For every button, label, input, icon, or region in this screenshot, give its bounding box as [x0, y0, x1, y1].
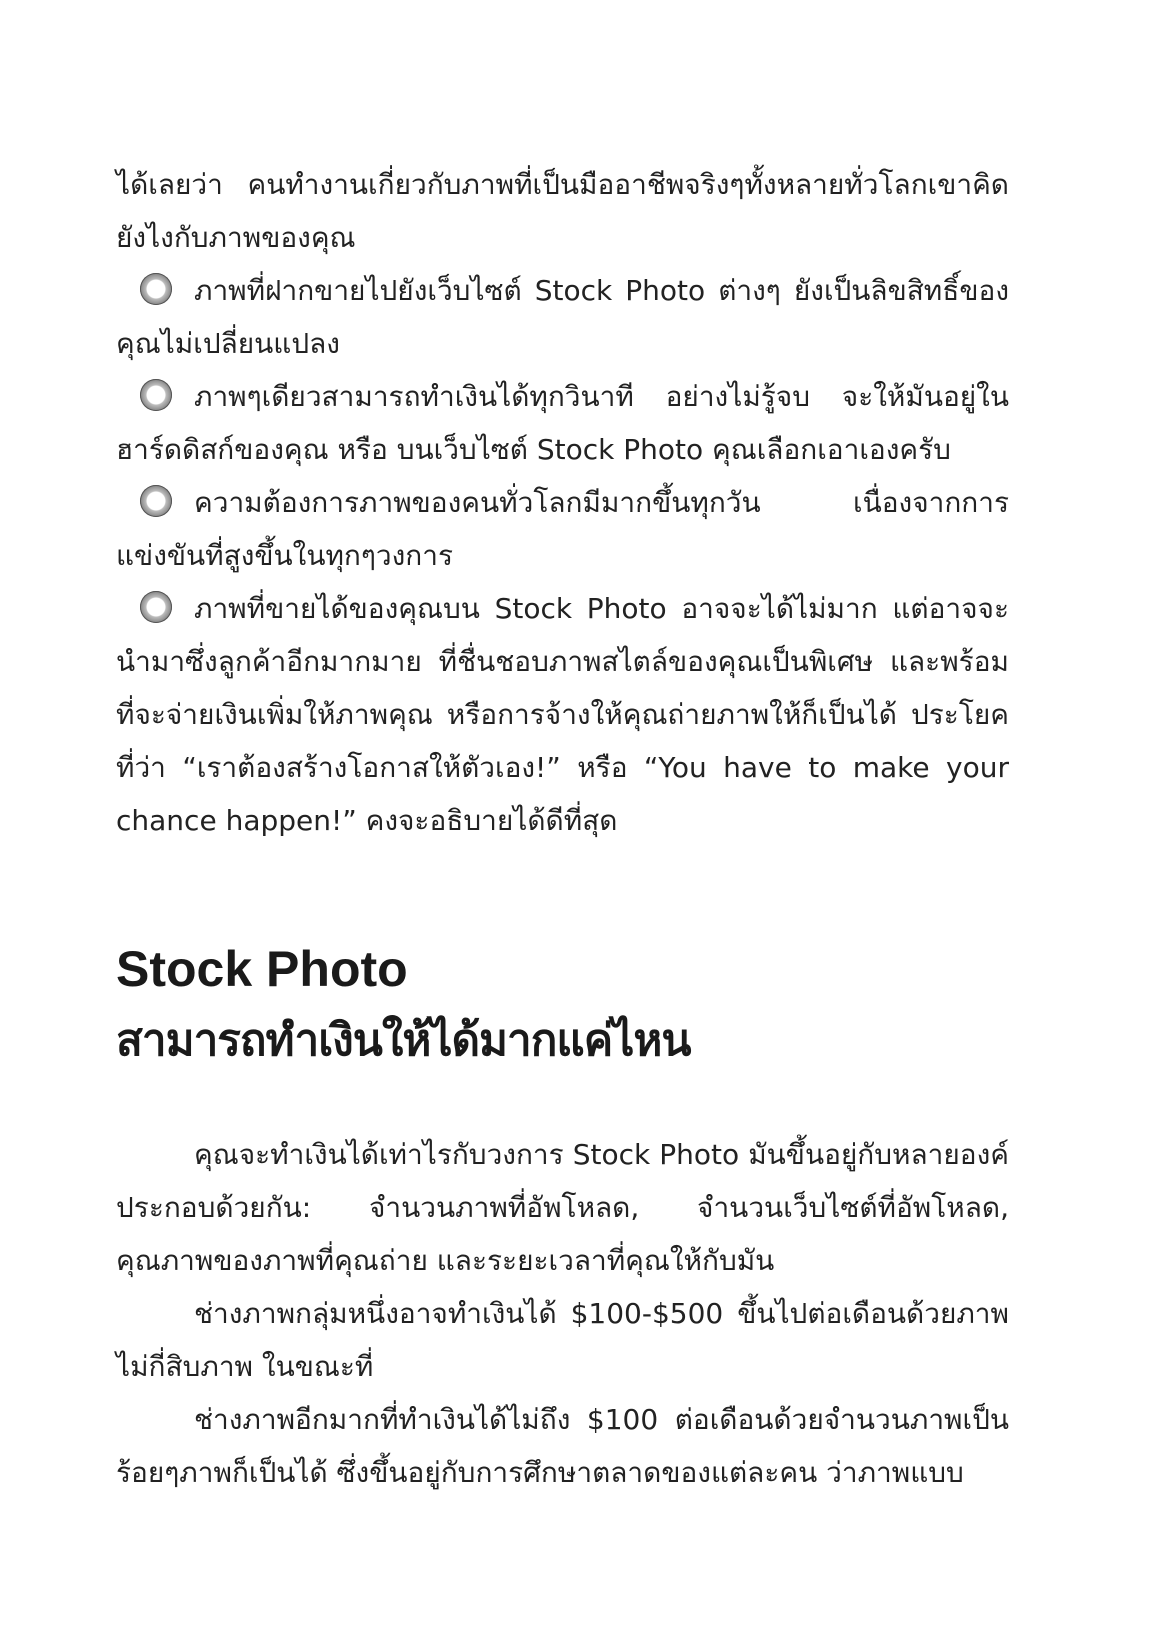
- bullet-text: ความต้องการภาพของคนทั่วโลกมีมากขึ้นทุกวัน เนื่องจากการแข่งขันที่สูงขึ้นในทุกๆวงการ: [116, 486, 1009, 572]
- round-bullet-icon: [140, 379, 172, 411]
- bullet-text: ภาพที่ขายได้ของคุณบน Stock Photo อาจจะได้ไม่มาก แต่อาจจะนำมาซึ่งลูกค้าอีกมากมาย ที่ชื่นชอบภาพสไตล์ของคุณเป็นพิเศษ และพร้อมที่จะจ่ายเงินเพิ่มให้ภาพคุณ หรือการจ้างให้คุณถ่ายภาพให้ก็เป็นได้ ประโยคที่ว่า “เราต้องสร้างโอกาสให้ตัวเอง!” หรือ “You have to make your chance happen!” คงจะอธิบายได้ดีที่สุด: [116, 592, 1009, 837]
- bullet-item: [116, 582, 1009, 847]
- heading-title-thai: สามารถทำเงินให้ได้มากแค่ไหน: [116, 1015, 691, 1066]
- bullet-item: [116, 370, 1009, 476]
- intro-section: [116, 158, 1009, 847]
- section-heading: [116, 938, 1009, 1078]
- bullet-item: [116, 476, 1009, 582]
- intro-lead-paragraph: ได้เลยว่า คนทำงานเกี่ยวกับภาพที่เป็นมืออาชีพจริงๆทั้งหลายทั่วโลกเขาคิดยังไงกับภาพของคุณ: [116, 168, 1009, 254]
- bullet-text: ภาพๆเดียวสามารถทำเงินได้ทุกวินาที อย่างไม่รู้จบ จะให้มันอยู่ในฮาร์ดดิสก์ของคุณ หรือ บนเว็บไซต์ Stock Photo คุณเลือกเอาเองครับ: [116, 380, 1009, 466]
- round-bullet-icon: [140, 485, 172, 517]
- body-paragraph: ช่างภาพกลุ่มหนึ่งอาจทำเงินได้ $100-$500 ขึ้นไปต่อเดือนด้วยภาพไม่กี่สิบภาพ ในขณะที่: [116, 1297, 1009, 1383]
- body-section: [116, 1128, 1009, 1499]
- body-paragraph: คุณจะทำเงินได้เท่าไรกับวงการ Stock Photo มันขึ้นอยู่กับหลายองค์ประกอบด้วยกัน: จำนวนภาพที่อัพโหลด, จำนวนเว็บไซต์ที่อัพโหลด, คุณภาพของภาพที่คุณถ่าย และระยะเวลาที่คุณให้กับมัน: [116, 1138, 1009, 1277]
- round-bullet-icon: [140, 273, 172, 305]
- round-bullet-icon: [140, 591, 172, 623]
- body-paragraph: ช่างภาพอีกมากที่ทำเงินได้ไม่ถึง $100 ต่อเดือนด้วยจำนวนภาพเป็นร้อยๆภาพก็เป็นได้ ซึ่งขึ้นอยู่กับการศึกษาตลาดของแต่ละคน ว่าภาพแบบ: [116, 1403, 1009, 1489]
- bullet-item: [116, 264, 1009, 370]
- bullet-text: ภาพที่ฝากขายไปยังเว็บไซต์ Stock Photo ต่างๆ ยังเป็นลิขสิทธิ์ของคุณไม่เปลี่ยนแปลง: [116, 274, 1009, 360]
- heading-title-english: Stock Photo: [116, 941, 408, 997]
